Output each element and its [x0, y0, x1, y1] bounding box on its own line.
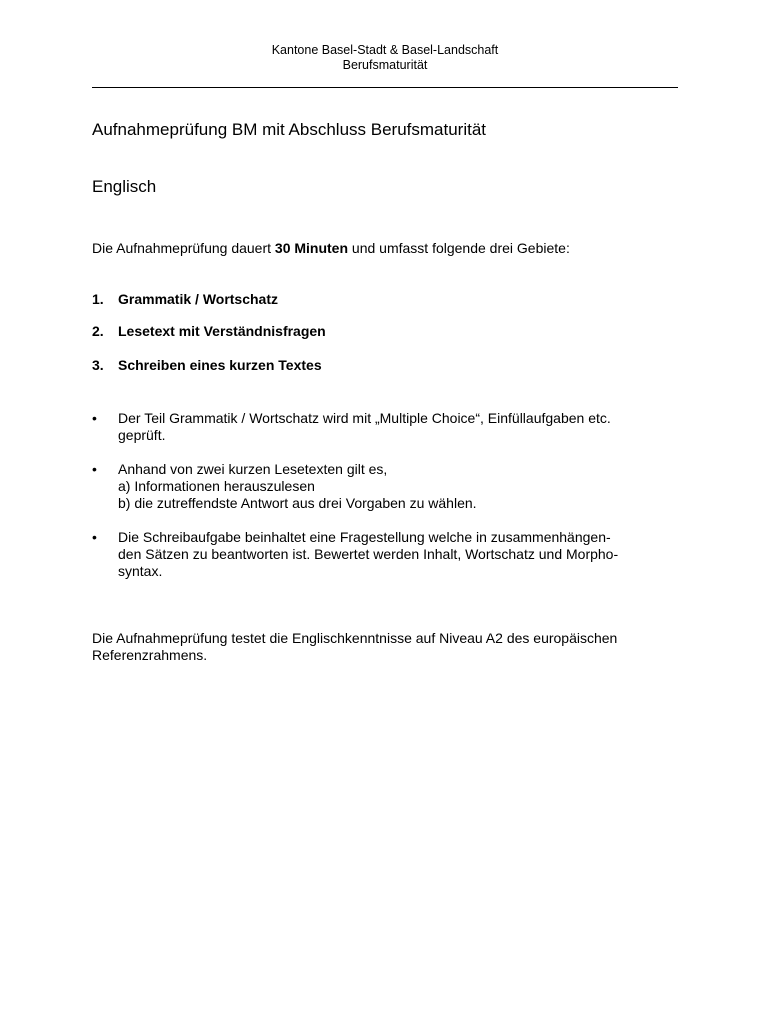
bullet-line: Die Schreibaufgabe beinhaltet eine Fragestellung welche in zusammenhängen- [118, 529, 611, 545]
area-number: 2. [92, 323, 104, 339]
area-label: Grammatik / Wortschatz [118, 291, 279, 307]
intro-duration: 30 Minuten [274, 240, 349, 256]
subject-heading: Englisch [92, 177, 157, 196]
area-number: 1. [92, 291, 104, 307]
closing-line: Die Aufnahmeprüfung testet die Englischkenntnisse auf Niveau A2 des europäischen [92, 630, 618, 646]
area-item-3 [92, 357, 322, 374]
closing-paragraph [92, 630, 617, 664]
area-label: Lesetext mit Verständnisfragen [118, 323, 326, 339]
bullet-text [118, 410, 678, 444]
bullet-line: syntax. [118, 563, 163, 579]
header-divider [92, 87, 678, 88]
intro-paragraph [92, 240, 570, 257]
bullet-line: geprüft. [118, 427, 166, 443]
header-line-1: Kantone Basel-Stadt & Basel-Landschaft [271, 43, 499, 57]
bullet-line: Anhand von zwei kurzen Lesetexten gilt es, [118, 461, 388, 477]
bullet-icon: • [92, 529, 97, 545]
bullet-text [118, 461, 678, 512]
document-title: Aufnahmeprüfung BM mit Abschluss Berufsmaturität [92, 120, 487, 139]
intro-text-after: und umfasst folgende drei Gebiete: [348, 240, 570, 256]
closing-line: Referenzrahmens. [92, 647, 208, 663]
bullet-icon: • [92, 461, 97, 477]
bullet-icon: • [92, 410, 97, 426]
area-item-2 [92, 323, 326, 340]
area-label: Schreiben eines kurzen Textes [118, 357, 322, 373]
bullet-text [118, 529, 678, 580]
area-number: 3. [92, 357, 104, 373]
area-item-1 [92, 291, 278, 308]
header-line-2: Berufsmaturität [342, 58, 428, 72]
page-header [0, 43, 770, 73]
bullet-line: den Sätzen zu beantworten ist. Bewertet werden Inhalt, Wortschatz und Morpho- [118, 546, 619, 562]
bullet-line: b) die zutreffendste Antwort aus drei Vorgaben zu wählen. [118, 495, 477, 511]
bullet-line: Der Teil Grammatik / Wortschatz wird mit „Multiple Choice“, Einfüllaufgaben etc. [118, 410, 611, 426]
bullet-line: a) Informationen herauszulesen [118, 478, 315, 494]
intro-text-before: Die Aufnahmeprüfung dauert [92, 240, 275, 256]
